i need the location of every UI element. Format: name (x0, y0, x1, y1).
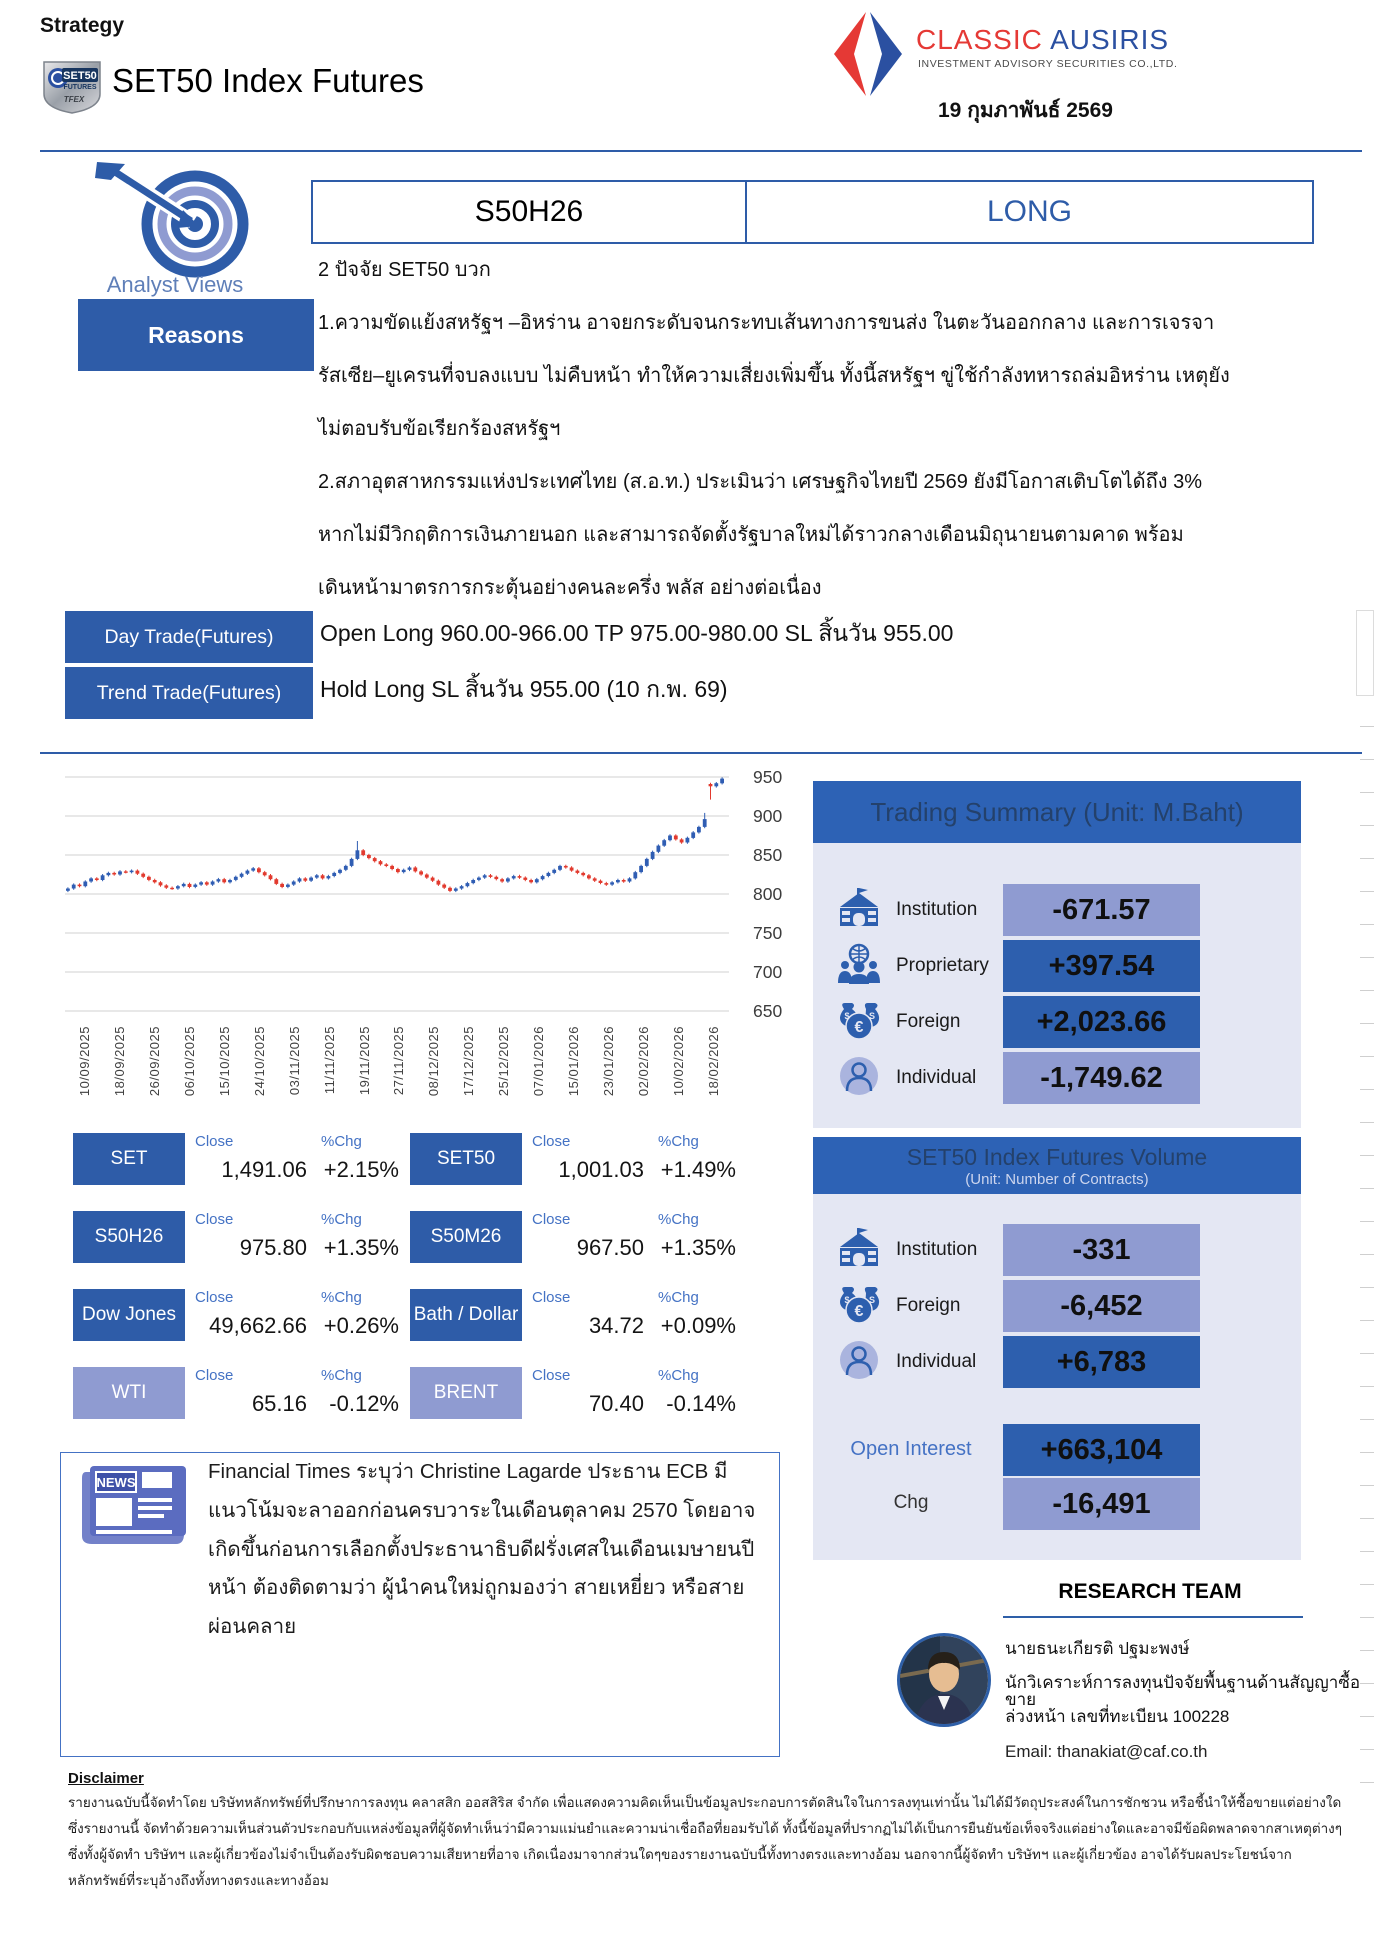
research-team-underline (1003, 1616, 1303, 1618)
investor-type-label: Individual (896, 1067, 977, 1088)
chg-label: %Chg (321, 1133, 362, 1150)
individual-icon (836, 1339, 882, 1381)
section-divider (40, 752, 1362, 754)
page-edge-dash (1360, 1122, 1374, 1123)
page-edge-dash (1360, 1056, 1374, 1057)
futures-volume-title: SET50 Index Futures Volume (906, 1143, 1208, 1170)
analyst-avatar (897, 1633, 991, 1727)
chg-value: +1.35% (323, 1235, 399, 1260)
reason-line: ไม่ตอบรับข้อเรียกร้องสหรัฐฯ (318, 418, 561, 440)
svg-text:$: $ (844, 1295, 850, 1305)
tile-name-box: S50M26 (410, 1211, 522, 1263)
tile-name-box: SET (73, 1133, 185, 1185)
page-edge-dash (1360, 1584, 1374, 1585)
page-edge-dash (1360, 891, 1374, 892)
chart-x-tick-label: 06/10/2025 (181, 1026, 197, 1097)
page-edge-dash (1360, 1320, 1374, 1321)
reasons-header-box: Reasons (78, 299, 314, 371)
close-label: Close (532, 1367, 571, 1384)
chart-x-tick-label: 18/02/2026 (705, 1026, 721, 1097)
proprietary-icon (836, 943, 882, 985)
market-tile-s50m26 (410, 1211, 740, 1267)
chart-x-tick-label: 24/10/2025 (251, 1026, 267, 1097)
market-tile-wti (73, 1367, 403, 1423)
brand-word-classic: CLASSIC (916, 24, 1043, 55)
chart-x-tick-label: 26/09/2025 (146, 1026, 162, 1097)
signal-box (311, 180, 1314, 244)
market-tile-set50 (410, 1133, 740, 1189)
market-tile-dow-jones (73, 1289, 403, 1345)
page-edge-dash (1360, 759, 1374, 760)
page-edge-dash (1360, 1650, 1374, 1651)
chart-x-tick-label: 11/11/2025 (321, 1026, 337, 1095)
chg-label: %Chg (658, 1289, 699, 1306)
svg-text:TFEX: TFEX (63, 95, 85, 104)
flow-value-pill: -671.57 (1003, 884, 1200, 936)
investor-type-label: Proprietary (896, 955, 989, 976)
futures-volume-subtitle: (Unit: Number of Contracts) (965, 1170, 1149, 1188)
newspaper-icon (80, 1458, 192, 1552)
chg-value: +0.09% (660, 1313, 736, 1338)
page-edge-dash (1360, 1551, 1374, 1552)
news-line: ผ่อนคลาย (208, 1615, 297, 1639)
svg-text:850: 850 (753, 845, 783, 865)
report-title: SET50 Index Futures (112, 62, 424, 99)
day-trade-label-box: Day Trade(Futures) (65, 611, 313, 663)
trend-trade-value: Hold Long SL สิ้นวัน 955.00 (10 ก.พ. 69) (320, 676, 728, 702)
analyst-role-line2: ล่วงหน้า เลขที่ทะเบียน 100228 (1005, 1707, 1230, 1726)
svg-text:700: 700 (753, 962, 783, 982)
chart-x-tick-label: 08/12/2025 (426, 1026, 442, 1097)
volume-value-pill: -16,491 (1003, 1478, 1200, 1530)
close-value: 70.40 (588, 1391, 644, 1416)
foreign-icon (836, 999, 882, 1041)
svg-text:NEWS: NEWS (96, 1475, 136, 1490)
reason-line: รัสเซีย–ยูเครนที่จบลงแบบ ไม่คืบหน้า ทำให้ความเสี่ยงเพิ่มขึ้น ทั้งนี้สหรัฐฯ ขู่ใช้กำลังทหารถล่มอิหร่าน เหตุยัง (318, 365, 1230, 387)
chg-value: +0.26% (323, 1313, 399, 1338)
research-team-title: RESEARCH TEAM (1058, 1580, 1242, 1603)
page-edge-dash (1360, 1089, 1374, 1090)
investor-type-label: Individual (896, 1351, 977, 1372)
page-edge-dash (1360, 990, 1374, 991)
chart-x-tick-label: 25/12/2025 (496, 1026, 512, 1097)
reason-line: 2.สภาอุตสาหกรรมแห่งประเทศไทย (ส.อ.ท.) ประเมินว่า เศรษฐกิจไทยปี 2569 ยังมีโอกาสเติบโตได้ถึง 3% (318, 471, 1202, 493)
flow-value-pill: -1,749.62 (1003, 1052, 1200, 1104)
chg-label: %Chg (321, 1289, 362, 1306)
news-line: หน้า ต้องติดตามว่า ผู้นำคนใหม่ถูกมองว่า สายเหยี่ยว หรือสาย (208, 1576, 745, 1600)
close-value: 34.72 (588, 1313, 644, 1338)
chg-label: %Chg (658, 1211, 699, 1228)
svg-text:650: 650 (753, 1001, 783, 1021)
report-date: 19 กุมภาพันธ์ 2569 (938, 99, 1113, 122)
svg-text:S: S (868, 1295, 876, 1305)
candlestick-chart-canvas (57, 762, 802, 1024)
close-label: Close (195, 1289, 234, 1306)
svg-text:950: 950 (753, 767, 783, 787)
svg-text:900: 900 (753, 806, 783, 826)
close-value: 65.16 (251, 1391, 307, 1416)
svg-text:$: $ (844, 1011, 850, 1021)
investor-type-label: Foreign (896, 1295, 961, 1316)
page-edge-dash (1360, 825, 1374, 826)
chart-x-tick-label: 15/01/2026 (566, 1026, 582, 1097)
close-label: Close (532, 1289, 571, 1306)
disclaimer-line: ซึ่งทั้งผู้จัดทำ บริษัทฯ และผู้เกี่ยวข้องไม่จำเป็นต้องรับผิดชอบความเสียหายที่อาจ เกิดเนื่องมาจากส่วนใดๆของรายงานฉบับนี้ทั้งทางตรงและทางอ้อม นอกจากนี้ผู้จัดทำ บริษัทฯ และผู้เกี่ยวข้อง อาจได้รับผลประโยชน์จาก (68, 1847, 1292, 1862)
disclaimer-line: รายงานฉบับนี้จัดทำโดย บริษัทหลักทรัพย์ที่ปรึกษาการลงทุน คลาสสิก ออสสิริส จำกัด เพื่อแสดงความคิดเห็นเป็นข้อมูลประกอบการตัดสินใจในการลงทุนเท่านั้น ไม่ได้มีวัตถุประสงค์ในการชักชวน หรือชี้นำให้ซื้อขายแต่อย่างใด (68, 1795, 1342, 1810)
reason-line: หากไม่มีวิกฤติการเงินภายนอก และสามารถจัดตั้งรัฐบาลใหม่ได้ราวกลางเดือนมิถุนายนตามคาด พร้อม (318, 524, 1184, 546)
page-edge-dash (1360, 858, 1374, 859)
page-edge-dash (1360, 1386, 1374, 1387)
close-value: 1,491.06 (221, 1157, 307, 1182)
disclaimer-line: ซึ่งรายงานนี้ จัดทำด้วยความเห็นส่วนตัวประกอบกับแหล่งข้อมูลที่ผู้จัดทำเห็นว่ามีความแม่นยำและความน่าเชื่อถือที่ยอมรับได้ ทั้งนี้ข้อมูลที่ปรากฏไม่ได้เป็นการยืนยันข้อเท็จจริงแต่อย่างใดและอาจมีข้อผิดพลาดจากสาเหตุต่างๆ (68, 1821, 1343, 1836)
close-label: Close (195, 1367, 234, 1384)
individual-icon (836, 1055, 882, 1097)
foreign-icon (836, 1283, 882, 1325)
analyst-name: นายธนะเกียรติ ปฐมะพงษ์ (1005, 1639, 1190, 1658)
investor-type-label: Institution (896, 899, 978, 920)
svg-text:800: 800 (753, 884, 783, 904)
page-edge-dash (1360, 726, 1374, 727)
chart-x-tick-label: 18/09/2025 (111, 1026, 127, 1097)
page-edge-dash (1360, 1617, 1374, 1618)
contract-code: S50H26 (313, 182, 747, 242)
close-label: Close (195, 1211, 234, 1228)
trend-trade-label-box: Trend Trade(Futures) (65, 667, 313, 719)
market-tile-s50h26 (73, 1211, 403, 1267)
header-divider (40, 150, 1362, 152)
volume-extra-label: Chg (893, 1492, 929, 1513)
disclaimer-title: Disclaimer (68, 1770, 144, 1787)
disclaimer-line: หลักทรัพย์ที่ระบุอ้างถึงทั้งทางตรงและทางอ้อม (68, 1873, 329, 1888)
page-edge-dash (1360, 1485, 1374, 1486)
chart-x-tick-label: 10/02/2026 (670, 1026, 686, 1097)
signal-direction: LONG (986, 195, 1073, 228)
investor-type-label: Foreign (896, 1011, 961, 1032)
page-edge-dash (1360, 1683, 1374, 1684)
page-edge-dash (1360, 1518, 1374, 1519)
flow-value-pill: -6,452 (1003, 1280, 1200, 1332)
chart-x-tick-label: 27/11/2025 (391, 1026, 407, 1096)
chg-value: -0.14% (666, 1391, 736, 1416)
tile-name-box: Dow Jones (73, 1289, 185, 1341)
bank-icon (836, 887, 882, 929)
svg-text:€: € (854, 1019, 864, 1036)
volume-value-pill: +663,104 (1003, 1424, 1200, 1476)
chg-value: +1.49% (660, 1157, 736, 1182)
price-chart (57, 762, 802, 1132)
page-edge-dash (1360, 1155, 1374, 1156)
market-tile-bath-dollar (410, 1289, 740, 1345)
page-edge-dash (1360, 1254, 1374, 1255)
chart-x-tick-label: 23/01/2026 (601, 1026, 617, 1097)
chart-x-tick-label: 03/11/2025 (286, 1026, 302, 1096)
close-value: 49,662.66 (209, 1313, 307, 1338)
close-label: Close (532, 1211, 571, 1228)
page-edge-dash (1360, 924, 1374, 925)
close-label: Close (532, 1133, 571, 1150)
brand-word-ausiris: AUSIRIS (1050, 24, 1170, 55)
reason-text-block (318, 260, 1318, 631)
chg-value: +1.35% (660, 1235, 736, 1260)
chart-x-tick-label: 15/10/2025 (216, 1026, 232, 1097)
bank-icon (836, 1227, 882, 1269)
page-edge-dash (1360, 1221, 1374, 1222)
svg-text:€: € (854, 1303, 864, 1320)
news-line: แนวโน้มจะลาออกก่อนครบวาระในเดือนตุลาคม 2570 โดยอาจ (208, 1498, 756, 1522)
chg-label: %Chg (658, 1367, 699, 1384)
page-edge-dash (1360, 792, 1374, 793)
futures-volume-header (813, 1137, 1301, 1194)
close-value: 967.50 (576, 1235, 644, 1260)
day-trade-value: Open Long 960.00-966.00 TP 975.00-980.00 SL สิ้นวัน 955.00 (320, 620, 954, 646)
reason-line: 1.ความขัดแย้งสหรัฐฯ –อิหร่าน อาจยกระดับจนกระทบเส้นทางการขนส่ง ในตะวันออกกลาง และการเจรจา (318, 312, 1215, 334)
analyst-role-line1: นักวิเคราะห์การลงทุนปัจจัยพื้นฐานด้านสัญญาซื้อขาย (1005, 1673, 1361, 1709)
brand-name (916, 24, 1169, 56)
page-edge-dash (1360, 1419, 1374, 1420)
trading-summary-title: Trading Summary (Unit: M.Baht) (870, 796, 1244, 827)
tile-name-box: S50H26 (73, 1211, 185, 1263)
page-edge-dash (1360, 1749, 1374, 1750)
chart-x-tick-label: 10/09/2025 (77, 1026, 92, 1097)
reason-line: เดินหน้ามาตรการกระตุ้นอย่างคนละครึ่ง พลัส อย่างต่อเนื่อง (318, 577, 822, 599)
page-edge-dash (1360, 1716, 1374, 1717)
chart-x-tick-label: 17/12/2025 (461, 1026, 477, 1097)
svg-text:S: S (868, 1011, 876, 1021)
close-value: 1,001.03 (558, 1157, 644, 1182)
tile-name-box: BRENT (410, 1367, 522, 1419)
chg-label: %Chg (321, 1367, 362, 1384)
investor-type-label: Institution (896, 1239, 978, 1260)
news-line: เกิดขึ้นก่อนการเลือกตั้งประธานาธิบดีฝรั่งเศสในเดือนเมษายนปี (208, 1537, 755, 1561)
page-edge-dash (1360, 957, 1374, 958)
tile-name-box: WTI (73, 1367, 185, 1419)
reason-line: 2 ปัจจัย SET50 บวก (318, 259, 491, 281)
chg-value: -0.12% (329, 1391, 399, 1416)
chg-label: %Chg (321, 1211, 362, 1228)
chart-x-axis-labels (57, 1024, 802, 1124)
tile-name-box: SET50 (410, 1133, 522, 1185)
market-tile-brent (410, 1367, 740, 1423)
set50-futures-logo-icon (40, 58, 104, 114)
tile-name-box: Bath / Dollar (410, 1289, 522, 1341)
page-edge-dash (1360, 1188, 1374, 1189)
classic-ausiris-logo-icon (832, 10, 904, 98)
flow-value-pill: +6,783 (1003, 1336, 1200, 1388)
strategy-label: Strategy (40, 14, 125, 37)
page-edge-dash (1360, 1287, 1374, 1288)
flow-value-pill: -331 (1003, 1224, 1200, 1276)
analyst-email: Email: thanakiat@caf.co.th (1005, 1742, 1208, 1761)
volume-extra-label: Open Interest (850, 1438, 972, 1460)
page-edge-dash (1360, 1353, 1374, 1354)
disclaimer-text (68, 1796, 1358, 1900)
analyst-target-dart-icon (95, 160, 255, 278)
close-value: 975.80 (239, 1235, 307, 1260)
news-text (208, 1462, 768, 1656)
brand-subtitle: INVESTMENT ADVISORY SECURITIES CO.,LTD. (918, 58, 1178, 70)
chg-value: +2.15% (323, 1157, 399, 1182)
flow-value-pill: +397.54 (1003, 940, 1200, 992)
page-edge-dash (1360, 1782, 1374, 1783)
analyst-views-label: Analyst Views (106, 272, 244, 297)
chart-x-tick-label: 19/11/2025 (356, 1026, 372, 1096)
trading-summary-header (813, 781, 1301, 843)
chart-x-tick-label: 02/02/2026 (636, 1026, 652, 1097)
close-label: Close (195, 1133, 234, 1150)
svg-text:750: 750 (753, 923, 783, 943)
svg-text:FUTURES: FUTURES (63, 84, 97, 91)
page-edge-comment-box (1356, 610, 1374, 696)
svg-text:SET50: SET50 (63, 70, 97, 82)
page-edge-dash (1360, 1023, 1374, 1024)
chg-label: %Chg (658, 1133, 699, 1150)
chart-x-tick-label: 07/01/2026 (531, 1026, 547, 1097)
market-tile-set (73, 1133, 403, 1189)
news-line: Financial Times ระบุว่า Christine Lagarde ประธาน ECB มี (208, 1460, 728, 1483)
page-edge-dash (1360, 1452, 1374, 1453)
flow-value-pill: +2,023.66 (1003, 996, 1200, 1048)
